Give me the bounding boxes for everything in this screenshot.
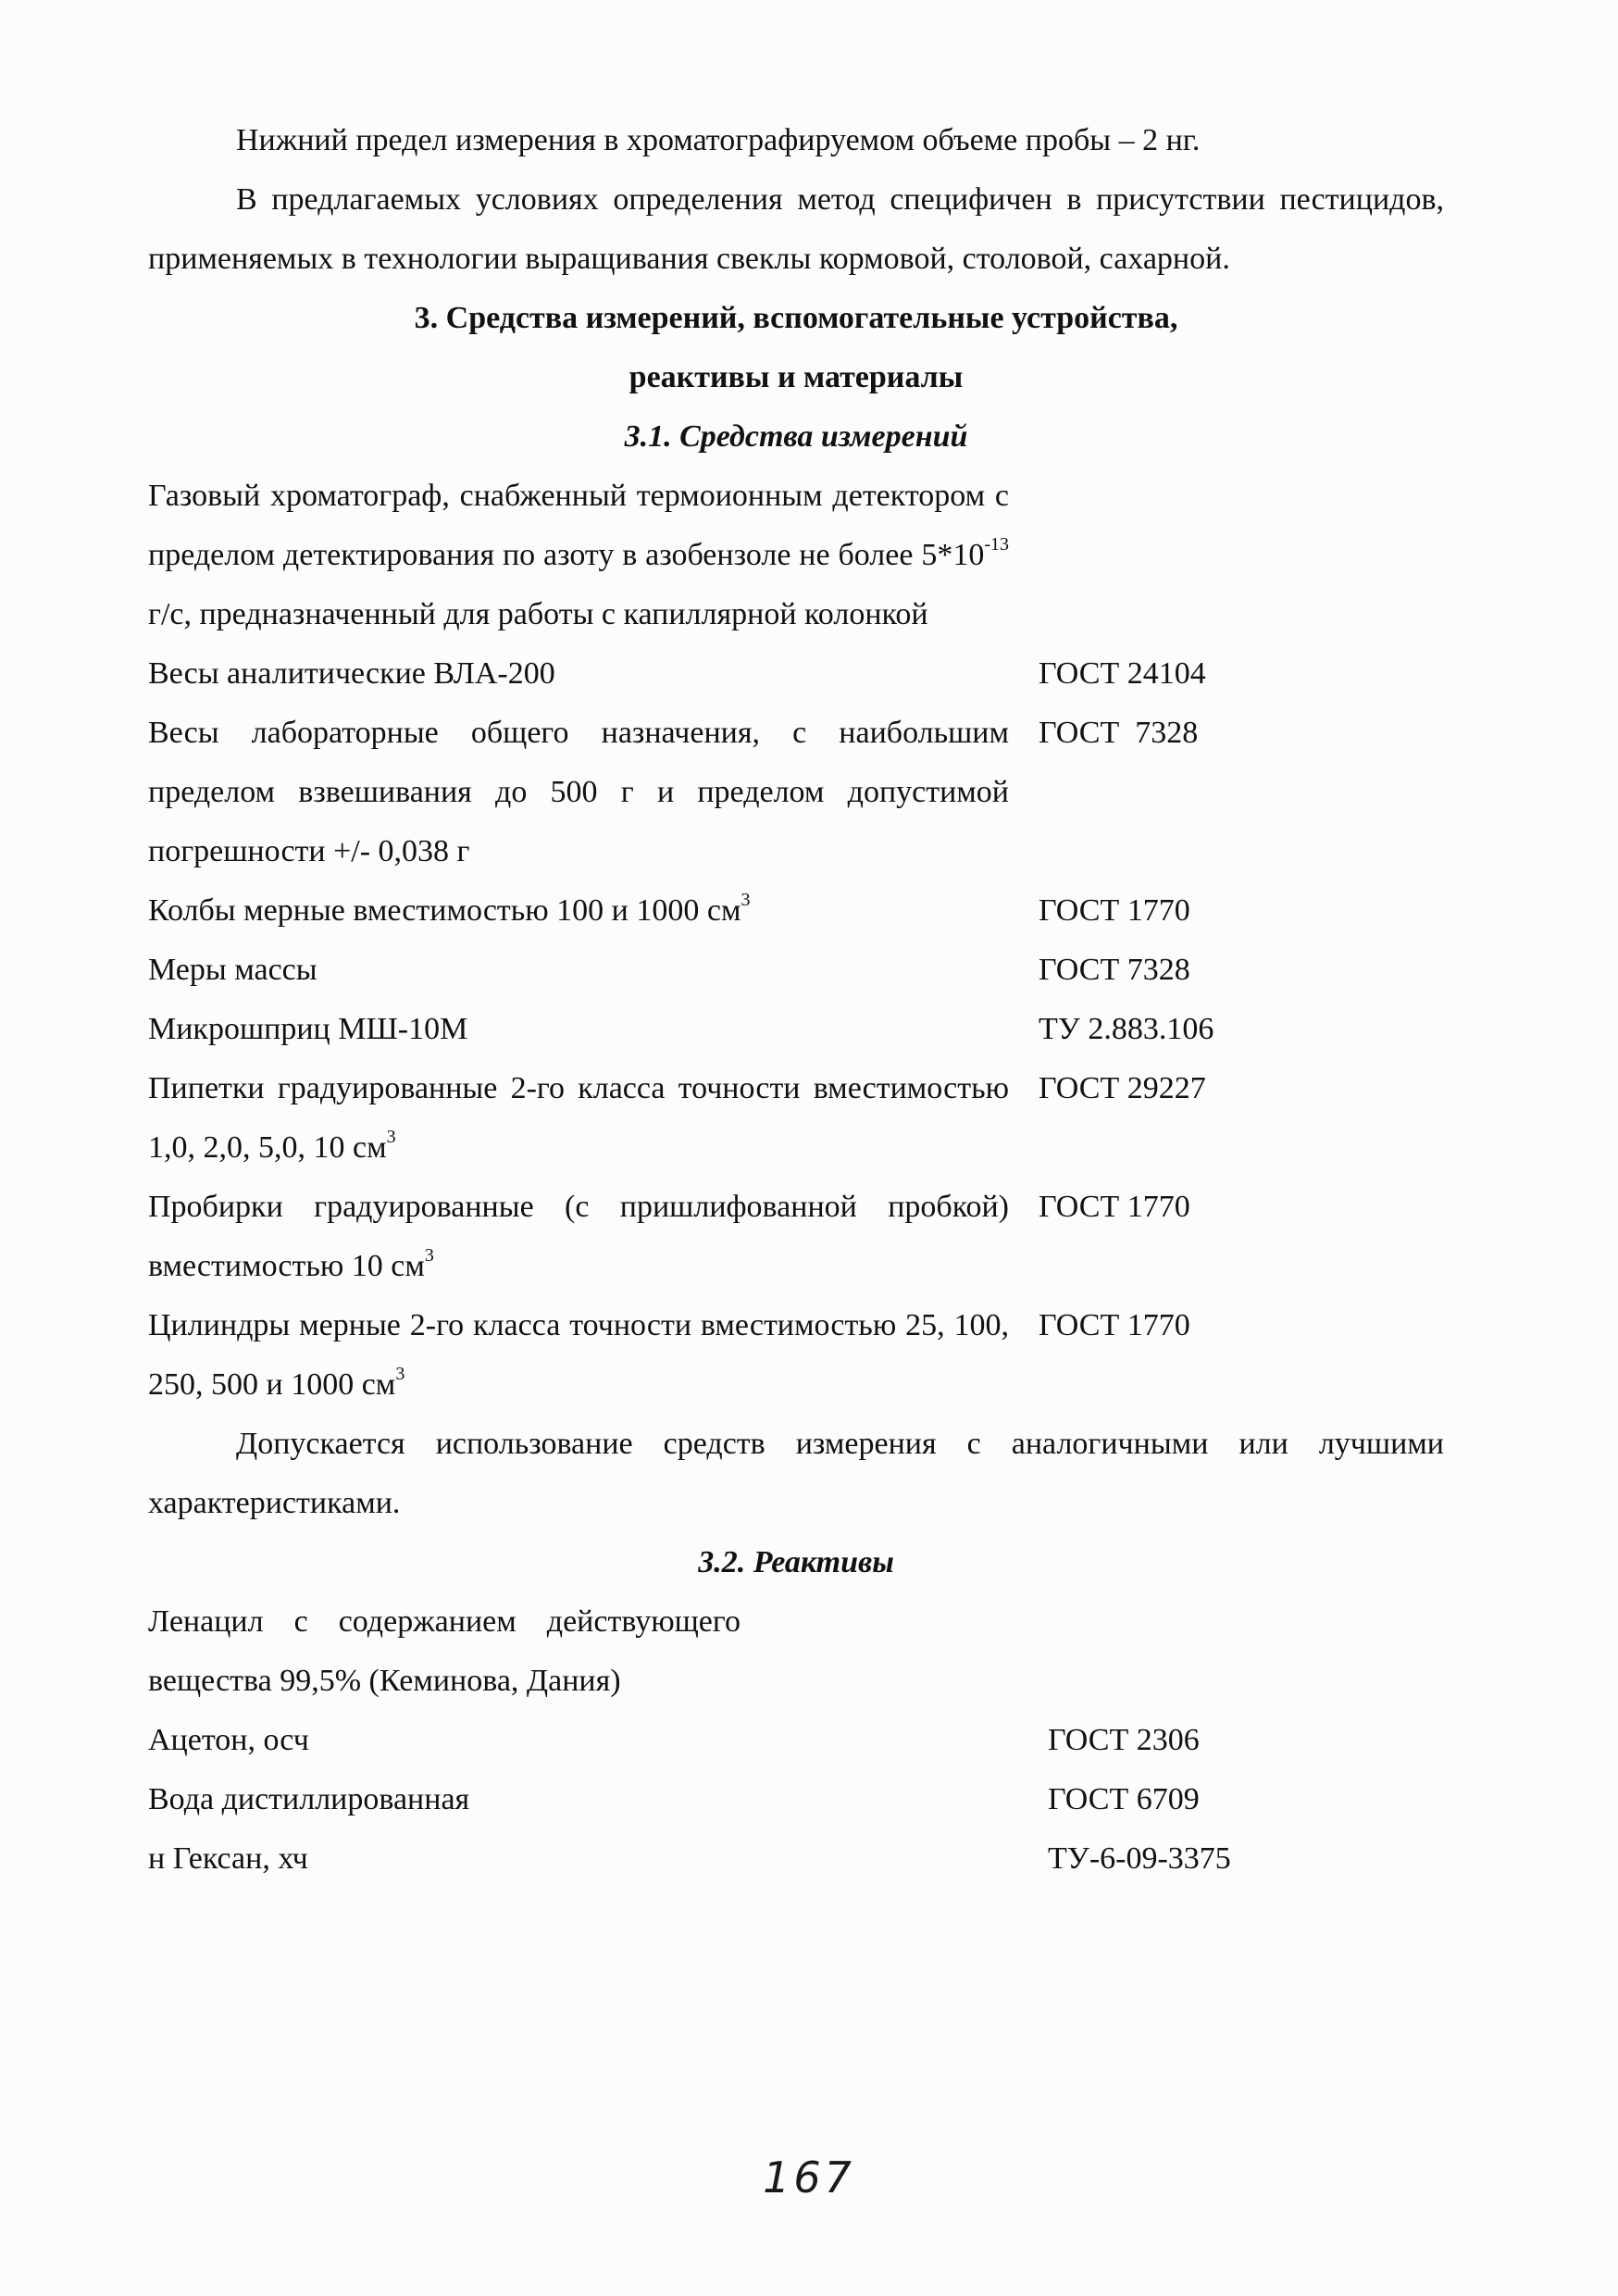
item-standard: ГОСТ 1770 bbox=[1039, 1308, 1190, 1342]
item-name: Микрошприц МШ-10М bbox=[148, 1012, 468, 1046]
reagents-list bbox=[148, 1592, 1444, 1889]
item-standard: ТУ 2.883.106 bbox=[1039, 1012, 1214, 1046]
item-standard: ГОСТ 24104 bbox=[1039, 656, 1206, 691]
item-name: Пробирки градуированные (с пришлифованной пробкой) вместимостью 10 $см^3$ bbox=[148, 1190, 1009, 1283]
list-item bbox=[148, 1592, 1444, 1711]
item-standard: ГОСТ 7328 bbox=[1039, 716, 1199, 750]
list-item bbox=[148, 1711, 1444, 1770]
item-standard: ГОСТ 1770 bbox=[1039, 893, 1190, 928]
item-standard: ТУ-6-09-3375 bbox=[1048, 1841, 1231, 1876]
list-item bbox=[148, 1829, 1444, 1889]
exponent: 3 bbox=[424, 1244, 434, 1266]
item-standard: ГОСТ 1770 bbox=[1039, 1190, 1190, 1224]
item-name: Ацетон, осч bbox=[148, 1723, 309, 1757]
list-item bbox=[148, 1000, 1444, 1059]
item-name: Меры массы bbox=[148, 953, 317, 987]
item-standard: ГОСТ 6709 bbox=[1048, 1782, 1200, 1816]
item-name: Ленацил с содержанием действующего вещества 99,5% (Кеминова, Дания) bbox=[148, 1604, 741, 1698]
item-name: Газовый хроматограф, снабженный термоионным детектором с пределом детектирования по азоту в азобензоле не более $5*10^{-13}$ г/с, предназначенный для работы с капиллярной колонкой bbox=[148, 479, 1009, 631]
measuring-instruments-list bbox=[148, 467, 1444, 1415]
page-number: 167 bbox=[763, 2152, 855, 2202]
section-3-title-line-1: 3. Средства измерений, вспомогательные устройства, bbox=[414, 301, 1178, 335]
list-item bbox=[148, 1178, 1444, 1296]
item-name: Весы лабораторные общего назначения, с наибольшим пределом взвешивания до 500 г и пределом допустимой погрешности +/- 0,038 г bbox=[148, 716, 1009, 868]
item-name: Цилиндры мерные 2-го класса точности вместимостью 25, 100, 250, 500 и 1000 $см^3$ bbox=[148, 1308, 1009, 1402]
list-item bbox=[148, 1059, 1444, 1178]
main-text bbox=[148, 111, 1444, 1889]
exponent: -13 bbox=[984, 533, 1009, 555]
item-name: н Гексан, хч bbox=[148, 1841, 308, 1876]
exponent: 3 bbox=[741, 889, 751, 910]
list-item bbox=[148, 704, 1444, 881]
list-item bbox=[148, 941, 1444, 1000]
list-item bbox=[148, 644, 1444, 704]
list-item bbox=[148, 881, 1444, 941]
equivalents-note: Допускается использование средств измерения с аналогичными или лучшими характеристиками. bbox=[148, 1427, 1444, 1520]
section-3-title-line-2: реактивы и материалы bbox=[629, 360, 964, 394]
list-item bbox=[148, 1770, 1444, 1829]
subsection-3-2-title: 3.2. Реактивы bbox=[698, 1545, 894, 1579]
specificity-paragraph: В предлагаемых условиях определения метод специфичен в присутствии пестицидов, применяемых в технологии выращивания свеклы кормовой, столовой, сахарной. bbox=[148, 182, 1444, 276]
detection-limit-line: Нижний предел измерения в хроматографируемом объеме пробы – 2 нг. bbox=[236, 123, 1201, 157]
item-standard: ГОСТ 7328 bbox=[1039, 953, 1190, 987]
item-standard: ГОСТ 2306 bbox=[1048, 1723, 1200, 1757]
list-item bbox=[148, 1296, 1444, 1415]
exponent: 3 bbox=[386, 1126, 396, 1147]
item-standard: ГОСТ 29227 bbox=[1039, 1071, 1206, 1105]
item-name: Весы аналитические ВЛА-200 bbox=[148, 656, 555, 691]
item-name: Вода дистиллированная bbox=[148, 1782, 470, 1816]
subsection-3-1-title: 3.1. Средства измерений bbox=[624, 419, 968, 454]
exponent: 3 bbox=[395, 1363, 405, 1384]
item-name: Колбы мерные вместимостью 100 и 1000 $см^3$ bbox=[148, 889, 751, 928]
list-item bbox=[148, 467, 1444, 644]
item-name: Пипетки градуированные 2-го класса точности вместимостью 1,0, 2,0, 5,0, 10 $см^3$ bbox=[148, 1071, 1009, 1165]
